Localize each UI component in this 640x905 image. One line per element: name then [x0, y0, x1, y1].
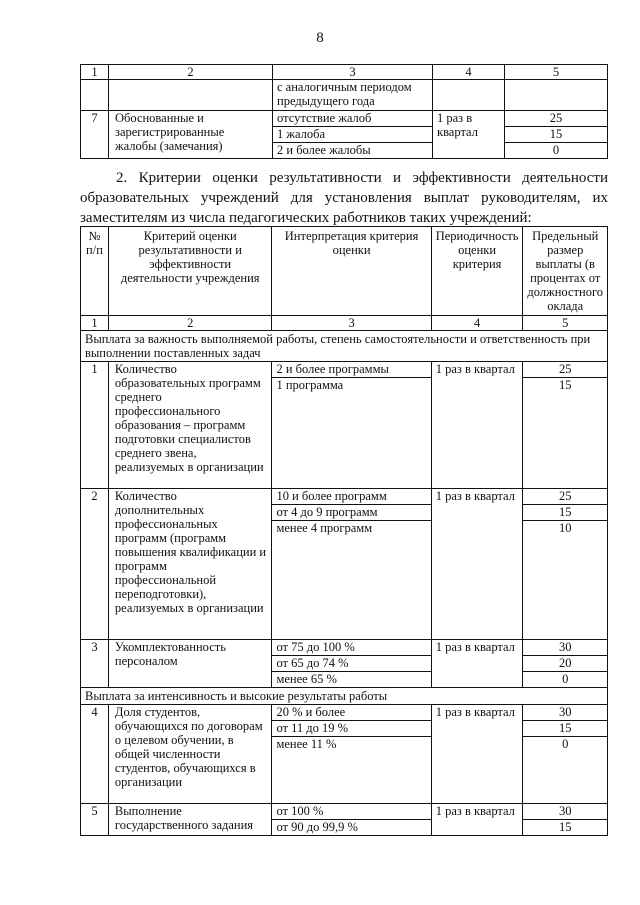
row-number: 3: [81, 640, 109, 688]
period-cell: 1 раз в квартал: [431, 804, 523, 836]
table-row: [81, 640, 608, 688]
criterion-cell: Количество дополнительных профессиональных программ (программ повышения квалификации и программ профессиональной переподготовки), реализуемых в организации: [108, 489, 272, 640]
value-item: 30: [523, 804, 607, 820]
value-item: 25: [523, 362, 607, 378]
criterion-cell: Количество образовательных программ среднего профессионального образования – программ подготовки специалистов среднего звена, реализуемых в организации: [108, 362, 272, 489]
value-item: 0: [562, 737, 569, 751]
header-cell: 5: [505, 65, 608, 80]
interp-item: от 90 до 99,9 %: [276, 820, 358, 834]
value-item: 25: [523, 489, 607, 505]
header-cell: 2: [109, 65, 273, 80]
row-number: 2: [81, 489, 109, 640]
period-cell: 1 раз в квартал: [431, 705, 523, 804]
value-item: 15: [558, 820, 572, 834]
interp-item: от 75 до 100 %: [272, 640, 430, 656]
criterion-cell: Выполнение государственного задания: [108, 804, 272, 836]
row-number: 4: [81, 705, 109, 804]
section-title: Выплата за интенсивность и высокие результаты работы: [81, 688, 608, 705]
interp-item: от 11 до 19 %: [272, 721, 430, 737]
section-title: Выплата за важность выполняемой работы, степень самостоятельности и ответственность при выполнении поставленных задач: [81, 331, 608, 362]
row-number: 1: [81, 362, 109, 489]
value-item: 0: [562, 672, 569, 686]
criteria-table: [80, 226, 608, 836]
section-row: [81, 688, 608, 705]
header-cell: 3: [273, 65, 433, 80]
colnum-cell: 2: [108, 316, 272, 331]
period-cell: 1 раз в квартал: [431, 640, 523, 688]
value-item: 30: [523, 640, 607, 656]
interp-item: менее 4 программ: [276, 521, 373, 535]
table-row: [81, 705, 608, 804]
value-item: 15: [523, 721, 607, 737]
interp-item: от 100 %: [272, 804, 430, 820]
criterion-cell: Доля студентов, обучающихся по договорам о целевом обучении, в общей численности студентов, обучающихся в организации: [108, 705, 272, 804]
value-item: 25: [505, 111, 607, 127]
section-row: [81, 331, 608, 362]
interp-item: менее 11 %: [276, 737, 337, 751]
value-item: 15: [505, 127, 607, 143]
row-number: 7: [81, 111, 109, 159]
value-item: 30: [523, 705, 607, 721]
table-row: [81, 489, 608, 640]
header-criterion: Критерий оценки результативности и эффективности деятельности учреждения: [108, 227, 272, 316]
value-item: 20: [523, 656, 607, 672]
interp-item: 10 и более программ: [272, 489, 430, 505]
header-max: Предельный размер выплаты (в процентах от должностного оклада: [523, 227, 608, 316]
table-row: [81, 804, 608, 836]
interp-item: 1 программа: [276, 378, 344, 392]
table-header-row: [81, 65, 608, 80]
interp-item: отсутствие жалоб: [273, 111, 432, 127]
value-item: 0: [552, 143, 560, 157]
interp-item: 2 и более жалобы: [277, 143, 371, 157]
continuation-table: [80, 64, 608, 159]
value-item: 15: [558, 378, 572, 392]
interp-item: 2 и более программы: [272, 362, 430, 378]
section-paragraph: 2. Критерии оценки результативности и эффективности деятельности образовательных учреждений для установления выплат руководителям, их заместителям из числа педагогических работников таких учреждений:: [80, 170, 608, 226]
table-row: [81, 111, 608, 159]
criterion-cell: Укомплектованность персоналом: [108, 640, 272, 688]
interp-item: от 65 до 74 %: [272, 656, 430, 672]
table-row: [81, 80, 608, 111]
table-row: [81, 362, 608, 489]
criterion-cell: Обоснованные и зарегистрированные жалобы (замечания): [109, 111, 273, 159]
header-period: Периодичность оценки критерия: [431, 227, 523, 316]
colnum-cell: 1: [81, 316, 109, 331]
period-cell: 1 раз в квартал: [431, 489, 523, 640]
period-cell: 1 раз в квартал: [433, 111, 505, 159]
table-header-row: [81, 227, 608, 316]
interp-item: менее 65 %: [276, 672, 337, 686]
colnum-cell: 3: [272, 316, 431, 331]
period-cell: 1 раз в квартал: [431, 362, 523, 489]
interp-item: 20 % и более: [272, 705, 430, 721]
value-item: 15: [523, 505, 607, 521]
row-number: 5: [81, 804, 109, 836]
value-item: 10: [558, 521, 572, 535]
header-interp: Интерпретация критерия оценки: [272, 227, 431, 316]
header-cell: 4: [433, 65, 505, 80]
column-number-row: [81, 316, 608, 331]
header-num: № п/п: [81, 227, 109, 316]
header-cell: 1: [81, 65, 109, 80]
interp-item: 1 жалоба: [273, 127, 432, 143]
colnum-cell: 5: [523, 316, 608, 331]
colnum-cell: 4: [431, 316, 523, 331]
interp-item: от 4 до 9 программ: [272, 505, 430, 521]
page-number: 8: [316, 30, 324, 46]
interpretation-cell: с аналогичным периодом предыдущего года: [273, 80, 433, 111]
